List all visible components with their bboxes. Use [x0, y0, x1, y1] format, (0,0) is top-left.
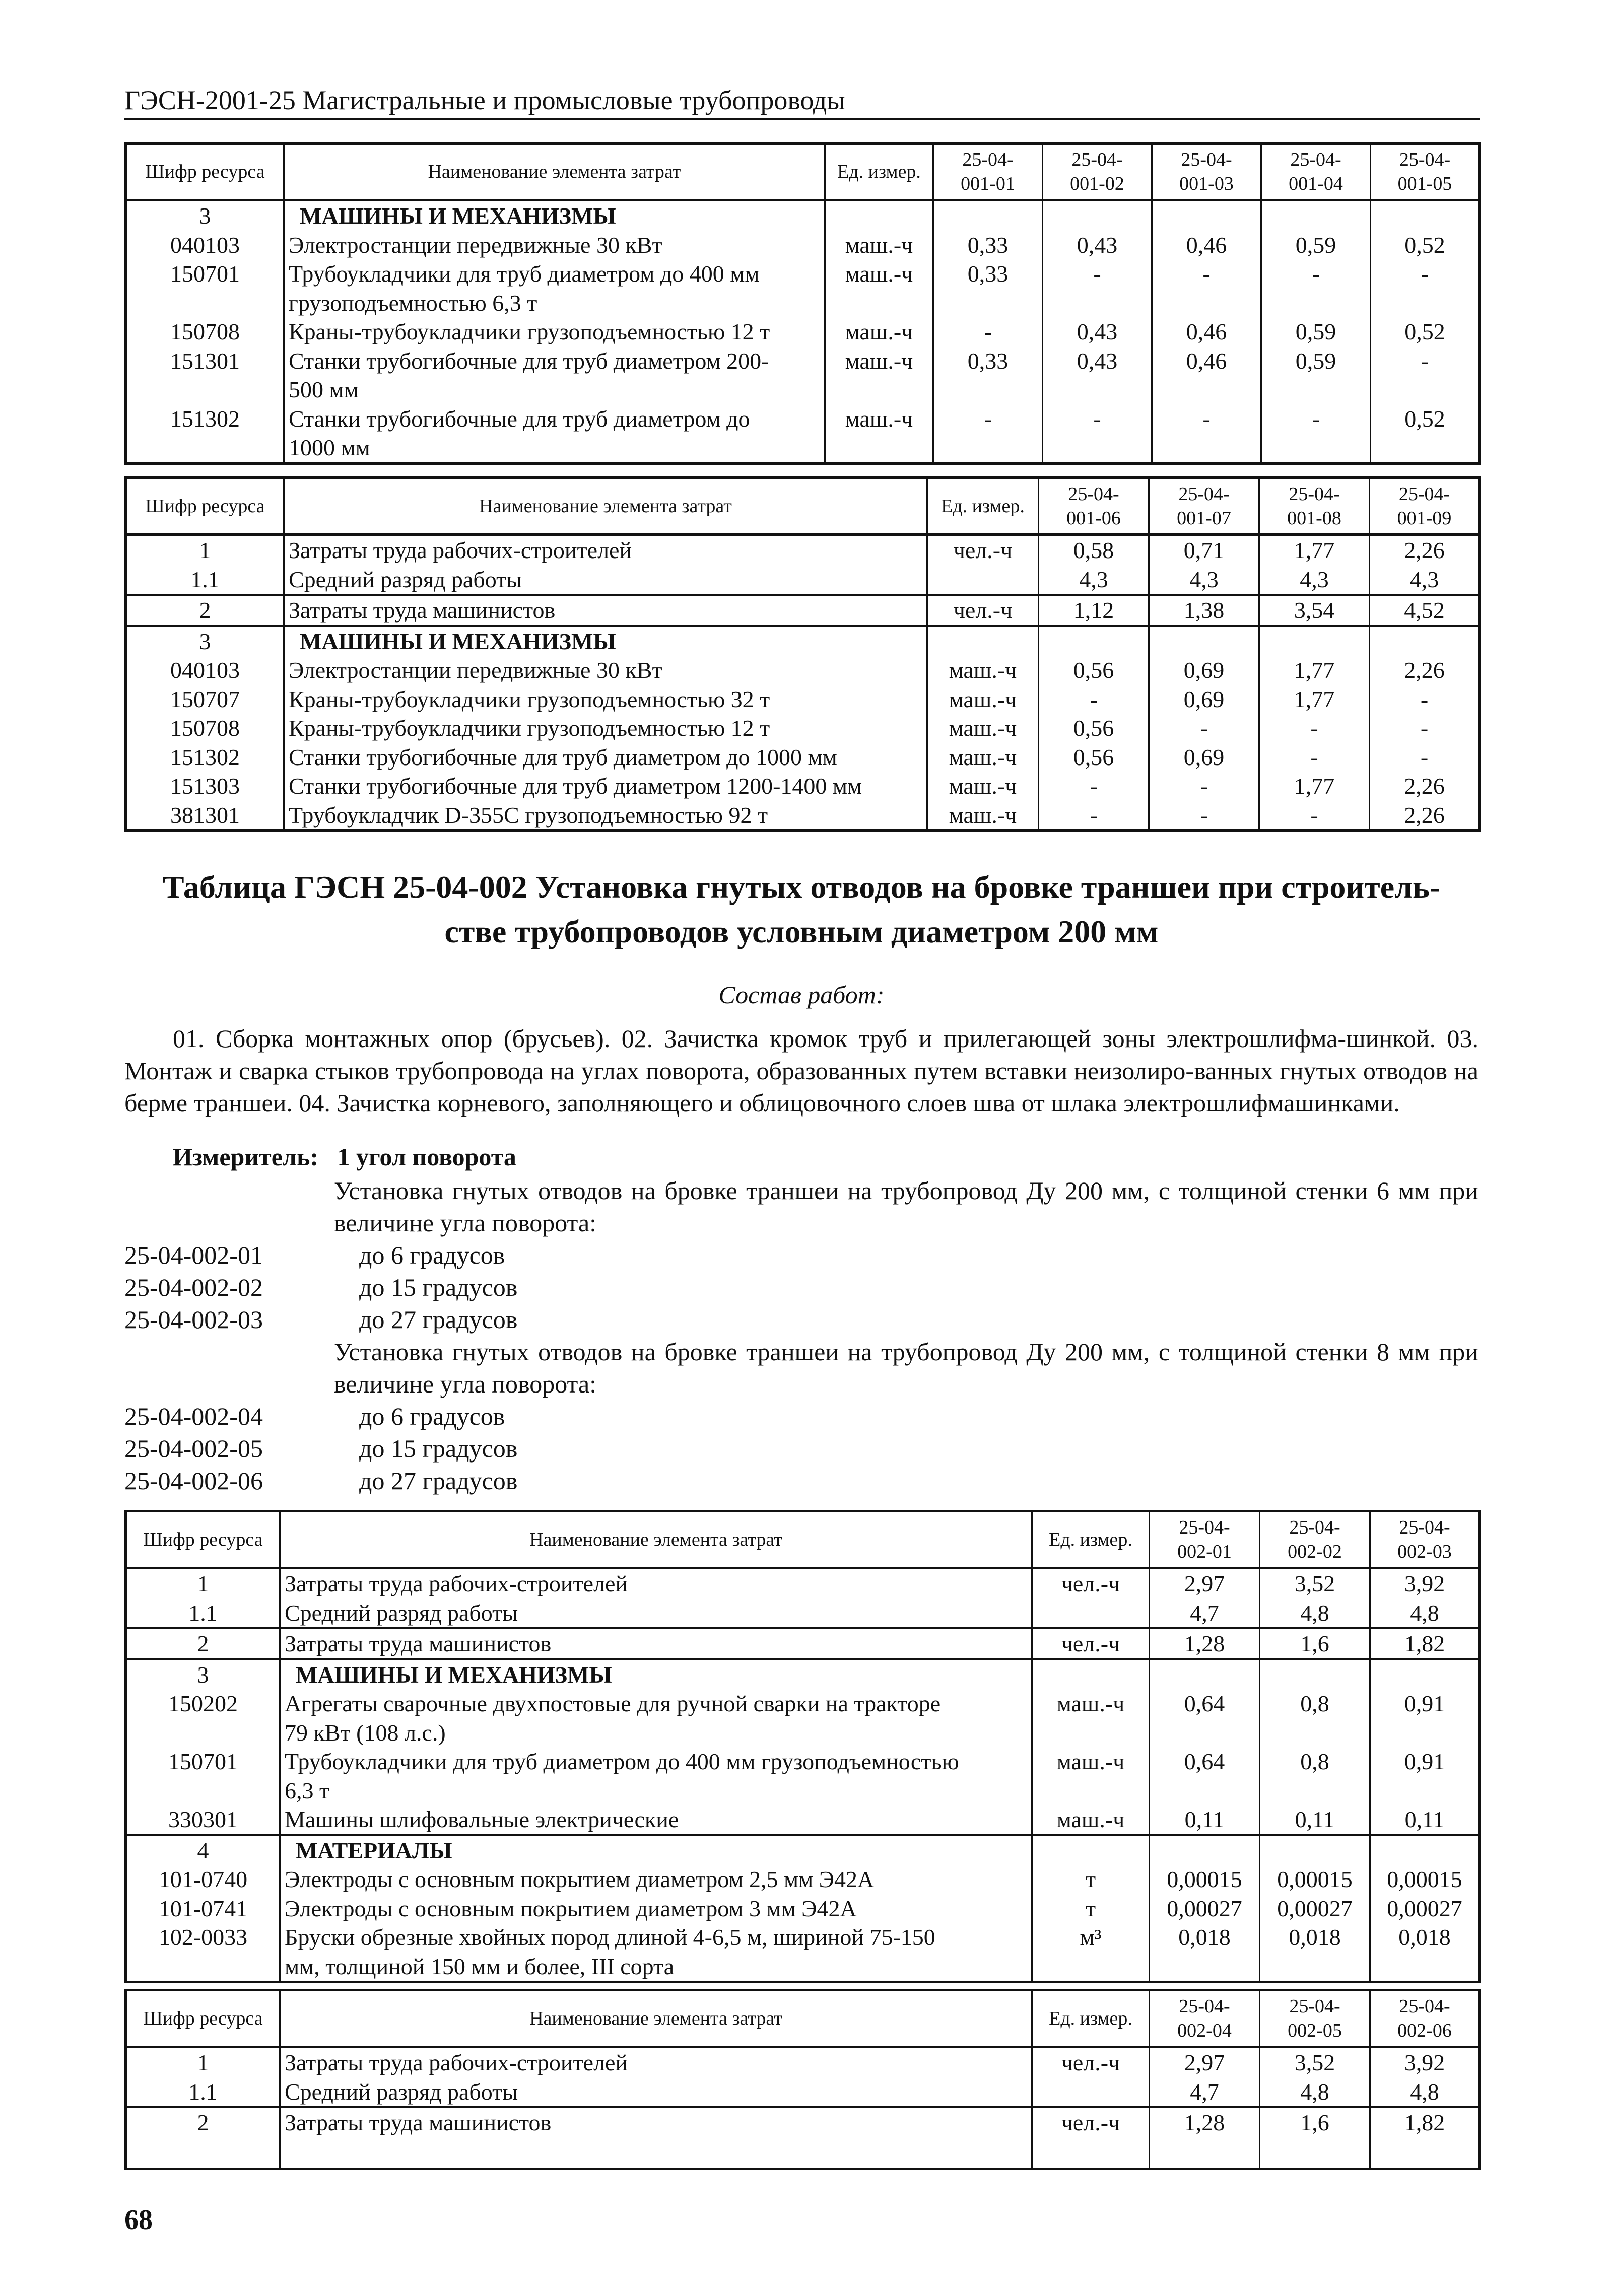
- resource-value: 2,26: [1370, 772, 1480, 801]
- resource-value: 1,77: [1259, 685, 1370, 714]
- resource-code: 3: [126, 200, 284, 231]
- norm-item: [124, 1239, 505, 1271]
- norm-text: до 27 градусов: [359, 1467, 518, 1495]
- table-row: [126, 2077, 1480, 2108]
- resource-name: Станки трубогибочные для труб диаметром 200- 500 мм: [284, 346, 825, 404]
- table-row: [126, 714, 1480, 743]
- resource-unit: маш.-ч: [927, 801, 1039, 831]
- table-row: [126, 535, 1480, 565]
- running-header: ГЭСН-2001-25 Магистральные и промысловые трубопроводы: [124, 85, 845, 115]
- resource-value: 0,8: [1260, 1689, 1370, 1747]
- resource-unit: маш.-ч: [825, 317, 933, 346]
- resource-value: [1371, 200, 1480, 231]
- resource-value: 0,00027: [1150, 1894, 1260, 1923]
- resource-code: 1.1: [126, 565, 284, 595]
- table-row: [126, 346, 1480, 404]
- resource-unit: чел.-ч: [1032, 1628, 1150, 1659]
- resource-name: Агрегаты сварочные двухпостовые для ручной сварки на тракторе 79 кВт (108 л.с.): [280, 1689, 1032, 1747]
- resource-value: 1,82: [1370, 1628, 1480, 1659]
- resource-value: 0,46: [1152, 346, 1261, 404]
- resource-code: 150202: [126, 1689, 280, 1747]
- resource-table-1: [124, 142, 1481, 465]
- table-row: [126, 801, 1480, 831]
- norm-code: 25-04-002-06: [124, 1467, 263, 1495]
- resource-code: 150708: [126, 317, 284, 346]
- resource-value: -: [1259, 714, 1370, 743]
- resource-value: 2,97: [1150, 2047, 1260, 2077]
- resource-unit: чел.-ч: [927, 535, 1039, 565]
- table-row: [126, 259, 1480, 317]
- resource-value: 0,018: [1370, 1923, 1480, 1982]
- resource-name: Средний разряд работы: [280, 1598, 1032, 1629]
- resource-value: 1,77: [1259, 772, 1370, 801]
- table-row: [126, 1805, 1480, 1835]
- column-header-name: Наименование элемента затрат: [280, 1990, 1032, 2047]
- resource-value: 2,26: [1370, 535, 1480, 565]
- resource-code: 2: [126, 595, 284, 626]
- resource-unit: маш.-ч: [927, 685, 1039, 714]
- table-row: [126, 1598, 1480, 1629]
- resource-name: МАШИНЫ И МЕХАНИЗМЫ: [284, 200, 825, 231]
- resource-value: -: [933, 317, 1043, 346]
- resource-value: -: [1370, 714, 1480, 743]
- column-header-unit: Ед. измер.: [927, 478, 1039, 535]
- resource-value: 1,82: [1370, 2107, 1480, 2169]
- resource-value: 0,69: [1149, 656, 1259, 685]
- resource-name: Затраты труда машинистов: [280, 2107, 1032, 2169]
- resource-value: 1,38: [1149, 595, 1259, 626]
- resource-name: Краны-трубоукладчики грузоподъемностью 12 т: [284, 714, 927, 743]
- resource-value: [1261, 200, 1371, 231]
- column-header-norm: 25-04- 001-03: [1152, 144, 1261, 200]
- resource-value: 4,7: [1150, 1598, 1260, 1629]
- resource-code: 381301: [126, 801, 284, 831]
- resource-code: 151301: [126, 346, 284, 404]
- norm-code: 25-04-002-01: [124, 1241, 263, 1269]
- table-row: [126, 2107, 1480, 2169]
- resource-value: 0,33: [933, 231, 1043, 260]
- resource-value: -: [1039, 801, 1149, 831]
- column-header-norm: 25-04- 002-04: [1150, 1990, 1260, 2047]
- table-header-row: [126, 1511, 1480, 1568]
- column-header-norm: 25-04- 002-05: [1260, 1990, 1370, 2047]
- column-header-norm: 25-04- 001-05: [1371, 144, 1480, 200]
- table-row: [126, 1568, 1480, 1598]
- norm-code: 25-04-002-04: [124, 1402, 263, 1430]
- column-header-norm: 25-04- 001-07: [1149, 478, 1259, 535]
- table-row: [126, 656, 1480, 685]
- resource-name: Краны-трубоукладчики грузоподъемностью 32 т: [284, 685, 927, 714]
- resource-value: 0,8: [1260, 1747, 1370, 1805]
- resource-value: 0,91: [1370, 1747, 1480, 1805]
- resource-value: [1150, 1659, 1260, 1690]
- norm-item: [124, 1465, 517, 1497]
- resource-unit: маш.-ч: [825, 231, 933, 260]
- resource-name: МАТЕРИАЛЫ: [280, 1835, 1032, 1865]
- table-header-row: [126, 1990, 1480, 2047]
- resource-value: 0,64: [1150, 1747, 1260, 1805]
- resource-value: 0,43: [1043, 231, 1152, 260]
- resource-value: 3,52: [1260, 1568, 1370, 1598]
- resource-value: 1,77: [1259, 656, 1370, 685]
- resource-code: 1.1: [126, 1598, 280, 1629]
- resource-unit: маш.-ч: [927, 743, 1039, 772]
- resource-unit: [927, 626, 1039, 656]
- resource-code: 150708: [126, 714, 284, 743]
- resource-value: [933, 200, 1043, 231]
- resource-code: 101-0741: [126, 1894, 280, 1923]
- resource-value: -: [1259, 801, 1370, 831]
- intro-text-1: Установка гнутых отводов на бровке траншеи на трубопровод Ду 200 мм, с толщиной стенки 6 мм при величине угла поворота:: [334, 1176, 1478, 1237]
- resource-value: 1,28: [1150, 1628, 1260, 1659]
- resource-value: 0,11: [1150, 1805, 1260, 1835]
- resource-value: 4,3: [1039, 565, 1149, 595]
- table-row: [126, 317, 1480, 346]
- resource-name: Средний разряд работы: [280, 2077, 1032, 2108]
- resource-value: [1260, 1659, 1370, 1690]
- column-header-norm: 25-04- 002-06: [1370, 1990, 1480, 2047]
- column-header-name: Наименование элемента затрат: [284, 144, 825, 200]
- resource-name: Трубоукладчики для труб диаметром до 400 мм грузоподъемностью 6,3 т: [284, 259, 825, 317]
- column-header-unit: Ед. измер.: [1032, 1990, 1150, 2047]
- resource-value: 0,52: [1371, 317, 1480, 346]
- page-number: 68: [124, 2204, 153, 2236]
- resource-code: 040103: [126, 656, 284, 685]
- column-header-code: Шифр ресурса: [126, 478, 284, 535]
- norm-code: 25-04-002-05: [124, 1434, 263, 1463]
- resource-name: МАШИНЫ И МЕХАНИЗМЫ: [280, 1659, 1032, 1690]
- resource-code: 150701: [126, 259, 284, 317]
- norm-text: до 6 градусов: [359, 1402, 505, 1430]
- resource-code: 150701: [126, 1747, 280, 1805]
- resource-value: 0,91: [1370, 1689, 1480, 1747]
- column-header-code: Шифр ресурса: [126, 144, 284, 200]
- resource-value: -: [1149, 714, 1259, 743]
- resource-name: Средний разряд работы: [284, 565, 927, 595]
- resource-value: 0,56: [1039, 714, 1149, 743]
- column-header-code: Шифр ресурса: [126, 1990, 280, 2047]
- resource-code: 3: [126, 626, 284, 656]
- resource-name: Трубоукладчик D-355C грузоподъемностью 92 т: [284, 801, 927, 831]
- resource-value: 4,8: [1260, 2077, 1370, 2108]
- resource-value: [1260, 1835, 1370, 1865]
- resource-name: Затраты труда машинистов: [284, 595, 927, 626]
- resource-value: 0,43: [1043, 317, 1152, 346]
- resource-value: 1,6: [1260, 2107, 1370, 2169]
- column-header-norm: 25-04- 001-02: [1043, 144, 1152, 200]
- header-divider: [124, 118, 1480, 120]
- resource-unit: маш.-ч: [927, 772, 1039, 801]
- column-header-code: Шифр ресурса: [126, 1511, 280, 1568]
- resource-value: -: [1261, 404, 1371, 464]
- intro-text-2: Установка гнутых отводов на бровке траншеи на трубопровод Ду 200 мм, с толщиной стенки 8 мм при величине угла поворота:: [334, 1338, 1478, 1398]
- resource-unit: маш.-ч: [1032, 1747, 1150, 1805]
- norm-text: до 6 градусов: [359, 1241, 505, 1269]
- resource-name: Трубоукладчики для труб диаметром до 400 мм грузоподъемностью 6,3 т: [280, 1747, 1032, 1805]
- resource-code: 151302: [126, 404, 284, 464]
- resource-value: 0,59: [1261, 231, 1371, 260]
- resource-name: Станки трубогибочные для труб диаметром до 1000 мм: [284, 743, 927, 772]
- resource-value: 4,52: [1370, 595, 1480, 626]
- resource-unit: [927, 565, 1039, 595]
- resource-code: 040103: [126, 231, 284, 260]
- norm-item: [124, 1400, 505, 1432]
- resource-value: 3,92: [1370, 1568, 1480, 1598]
- resource-value: 0,00027: [1260, 1894, 1370, 1923]
- resource-value: -: [1370, 685, 1480, 714]
- resource-code: 151302: [126, 743, 284, 772]
- resource-value: 0,00015: [1370, 1865, 1480, 1894]
- resource-value: 3,54: [1259, 595, 1370, 626]
- resource-value: 2,26: [1370, 656, 1480, 685]
- resource-value: 4,8: [1260, 1598, 1370, 1629]
- resource-value: 1,12: [1039, 595, 1149, 626]
- section-title: Таблица ГЭСН 25-04-002 Установка гнутых отводов на бровке траншеи при строитель- стве трубопроводов условным диаметром 200 мм: [162, 869, 1441, 949]
- resource-value: 0,69: [1149, 685, 1259, 714]
- resource-code: 1.1: [126, 2077, 280, 2108]
- table-row: [126, 772, 1480, 801]
- column-header-norm: 25-04- 001-01: [933, 144, 1043, 200]
- resource-name: Электроды с основным покрытием диаметром 2,5 мм Э42А: [280, 1865, 1032, 1894]
- resource-code: 151303: [126, 772, 284, 801]
- resource-unit: маш.-ч: [825, 259, 933, 317]
- table-section-row: [126, 1835, 1480, 1865]
- resource-unit: маш.-ч: [927, 714, 1039, 743]
- resource-code: 2: [126, 1628, 280, 1659]
- resource-value: 0,00015: [1260, 1865, 1370, 1894]
- resource-value: 0,71: [1149, 535, 1259, 565]
- resource-unit: маш.-ч: [1032, 1689, 1150, 1747]
- resource-value: -: [1043, 259, 1152, 317]
- resource-value: -: [1259, 743, 1370, 772]
- resource-name: Затраты труда рабочих-строителей: [280, 1568, 1032, 1598]
- resource-value: 0,64: [1150, 1689, 1260, 1747]
- resource-value: [1370, 1835, 1480, 1865]
- norm-item: [124, 1432, 517, 1465]
- resource-name: МАШИНЫ И МЕХАНИЗМЫ: [284, 626, 927, 656]
- resource-name: Электростанции передвижные 30 кВт: [284, 656, 927, 685]
- table-header-row: [126, 144, 1480, 200]
- resource-value: 1,77: [1259, 535, 1370, 565]
- resource-unit: чел.-ч: [1032, 2107, 1150, 2169]
- column-header-norm: 25-04- 001-08: [1259, 478, 1370, 535]
- norm-item: [124, 1303, 517, 1336]
- resource-code: 101-0740: [126, 1865, 280, 1894]
- resource-value: -: [1043, 404, 1152, 464]
- resource-code: 102-0033: [126, 1923, 280, 1982]
- norm-text: до 27 градусов: [359, 1305, 518, 1334]
- resource-value: 4,8: [1370, 2077, 1480, 2108]
- table-row: [126, 404, 1480, 464]
- resource-table-4: [124, 1989, 1481, 2170]
- resource-value: 0,52: [1371, 231, 1480, 260]
- column-header-norm: 25-04- 001-09: [1370, 478, 1480, 535]
- table-row: [126, 2047, 1480, 2077]
- resource-unit: [825, 200, 933, 231]
- resource-name: Краны-трубоукладчики грузоподъемностью 12 т: [284, 317, 825, 346]
- norm-code: 25-04-002-02: [124, 1273, 263, 1301]
- resource-table-3: [124, 1510, 1481, 1983]
- table-section-row: [126, 626, 1480, 656]
- table-row: [126, 565, 1480, 595]
- meter-label: Измеритель: 1 угол поворота: [173, 1143, 516, 1171]
- norm-code: 25-04-002-03: [124, 1305, 263, 1334]
- resource-value: 0,33: [933, 259, 1043, 317]
- resource-name: Затраты труда рабочих-строителей: [280, 2047, 1032, 2077]
- resource-name: Электростанции передвижные 30 кВт: [284, 231, 825, 260]
- table-row: [126, 1894, 1480, 1923]
- resource-unit: т: [1032, 1894, 1150, 1923]
- resource-value: 4,3: [1370, 565, 1480, 595]
- resource-code: 1: [126, 2047, 280, 2077]
- resource-value: [1370, 1659, 1480, 1690]
- resource-unit: маш.-ч: [927, 656, 1039, 685]
- norm-text: до 15 градусов: [359, 1434, 518, 1463]
- column-header-norm: 25-04- 001-04: [1261, 144, 1371, 200]
- resource-value: 0,43: [1043, 346, 1152, 404]
- resource-unit: [1032, 1835, 1150, 1865]
- resource-unit: маш.-ч: [825, 404, 933, 464]
- resource-code: 1: [126, 1568, 280, 1598]
- resource-value: [1150, 1835, 1260, 1865]
- resource-unit: чел.-ч: [1032, 2047, 1150, 2077]
- table-row: [126, 685, 1480, 714]
- resource-unit: [1032, 1598, 1150, 1629]
- resource-value: 0,52: [1371, 404, 1480, 464]
- resource-unit: чел.-ч: [927, 595, 1039, 626]
- table-row: [126, 1923, 1480, 1982]
- resource-unit: чел.-ч: [1032, 1568, 1150, 1598]
- table-row: [126, 1689, 1480, 1747]
- resource-value: -: [1371, 259, 1480, 317]
- resource-value: -: [1152, 259, 1261, 317]
- resource-value: 0,11: [1260, 1805, 1370, 1835]
- composition-label: Состав работ:: [718, 981, 885, 1009]
- column-header-unit: Ед. измер.: [1032, 1511, 1150, 1568]
- column-header-norm: 25-04- 002-01: [1150, 1511, 1260, 1568]
- column-header-name: Наименование элемента затрат: [284, 478, 927, 535]
- table-row: [126, 1747, 1480, 1805]
- resource-code: 150707: [126, 685, 284, 714]
- resource-value: 0,33: [933, 346, 1043, 404]
- resource-value: -: [1149, 801, 1259, 831]
- column-header-name: Наименование элемента затрат: [280, 1511, 1032, 1568]
- resource-value: 2,97: [1150, 1568, 1260, 1598]
- resource-value: -: [1152, 404, 1261, 464]
- resource-unit: маш.-ч: [1032, 1805, 1150, 1835]
- resource-value: 0,56: [1039, 656, 1149, 685]
- resource-unit: м³: [1032, 1923, 1150, 1982]
- resource-value: [1039, 626, 1149, 656]
- resource-value: 0,56: [1039, 743, 1149, 772]
- resource-value: 0,58: [1039, 535, 1149, 565]
- column-header-norm: 25-04- 002-03: [1370, 1511, 1480, 1568]
- resource-name: Затраты труда машинистов: [280, 1628, 1032, 1659]
- resource-name: Станки трубогибочные для труб диаметром до 1000 мм: [284, 404, 825, 464]
- resource-value: 0,46: [1152, 231, 1261, 260]
- resource-code: 1: [126, 535, 284, 565]
- resource-name: Бруски обрезные хвойных пород длиной 4-6,5 м, шириной 75-150 мм, толщиной 150 мм и более, III сорта: [280, 1923, 1032, 1982]
- resource-value: -: [1261, 259, 1371, 317]
- resource-code: 3: [126, 1659, 280, 1690]
- resource-value: 4,7: [1150, 2077, 1260, 2108]
- resource-unit: т: [1032, 1865, 1150, 1894]
- resource-unit: маш.-ч: [825, 346, 933, 404]
- table-row: [126, 1865, 1480, 1894]
- resource-value: 4,8: [1370, 1598, 1480, 1629]
- resource-code: 330301: [126, 1805, 280, 1835]
- resource-code: 2: [126, 2107, 280, 2169]
- resource-unit: [1032, 1659, 1150, 1690]
- table-row: [126, 595, 1480, 626]
- resource-value: 0,69: [1149, 743, 1259, 772]
- table-section-row: [126, 1659, 1480, 1690]
- resource-value: 4,3: [1259, 565, 1370, 595]
- column-header-unit: Ед. измер.: [825, 144, 933, 200]
- resource-value: 3,92: [1370, 2047, 1480, 2077]
- resource-value: [1043, 200, 1152, 231]
- resource-name: Машины шлифовальные электрические: [280, 1805, 1032, 1835]
- resource-value: 2,26: [1370, 801, 1480, 831]
- norm-text: до 15 градусов: [359, 1273, 518, 1301]
- resource-name: Затраты труда рабочих-строителей: [284, 535, 927, 565]
- resource-value: 3,52: [1260, 2047, 1370, 2077]
- resource-value: 0,59: [1261, 317, 1371, 346]
- resource-value: 0,018: [1150, 1923, 1260, 1982]
- column-header-norm: 25-04- 001-06: [1039, 478, 1149, 535]
- resource-value: -: [1371, 346, 1480, 404]
- resource-value: 0,018: [1260, 1923, 1370, 1982]
- resource-value: [1259, 626, 1370, 656]
- resource-value: 0,00027: [1370, 1894, 1480, 1923]
- resource-value: 4,3: [1149, 565, 1259, 595]
- resource-table-2: [124, 476, 1481, 832]
- resource-name: Станки трубогибочные для труб диаметром 1200-1400 мм: [284, 772, 927, 801]
- table-row: [126, 1628, 1480, 1659]
- table-row: [126, 231, 1480, 260]
- resource-code: 4: [126, 1835, 280, 1865]
- resource-value: [1370, 626, 1480, 656]
- table-section-row: [126, 200, 1480, 231]
- norm-item: [124, 1271, 517, 1303]
- resource-value: 0,00015: [1150, 1865, 1260, 1894]
- resource-value: 0,11: [1370, 1805, 1480, 1835]
- column-header-norm: 25-04- 002-02: [1260, 1511, 1370, 1568]
- resource-value: 1,6: [1260, 1628, 1370, 1659]
- table-row: [126, 743, 1480, 772]
- resource-value: -: [1149, 772, 1259, 801]
- resource-name: Электроды с основным покрытием диаметром 3 мм Э42А: [280, 1894, 1032, 1923]
- composition-text: 01. Сборка монтажных опор (брусьев). 02. Зачистка кромок труб и прилегающей зоны электрошлифма-шинкой. 03. Монтаж и сварка стыков трубопровода на углах поворота, образованных путем вставки неизолиро-ванных гнутых отводов на берме траншеи. 04. Зачистка корневого, заполняющего и облицовочного слоев шва от шлака электрошлифмашинками.: [124, 1024, 1478, 1117]
- resource-value: 0,46: [1152, 317, 1261, 346]
- resource-value: -: [1039, 685, 1149, 714]
- resource-value: [1152, 200, 1261, 231]
- table-header-row: [126, 478, 1480, 535]
- resource-value: -: [933, 404, 1043, 464]
- resource-value: 0,59: [1261, 346, 1371, 404]
- resource-value: -: [1039, 772, 1149, 801]
- resource-value: -: [1370, 743, 1480, 772]
- resource-value: [1149, 626, 1259, 656]
- resource-unit: [1032, 2077, 1150, 2108]
- resource-value: 1,28: [1150, 2107, 1260, 2169]
